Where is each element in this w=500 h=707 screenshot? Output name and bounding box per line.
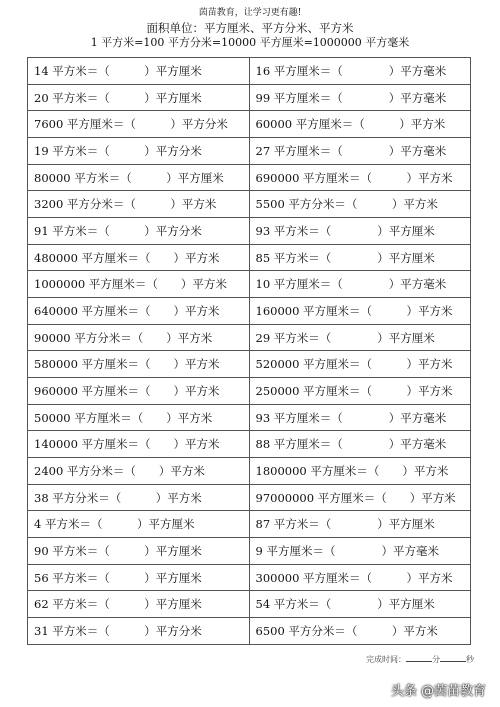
- exercise-left: 3200 平方分米＝（ ）平方米: [28, 191, 250, 218]
- exercise-left: 2400 平方分米＝（ ）平方米: [28, 458, 250, 485]
- exercise-row: [28, 164, 471, 191]
- exercise-right: 85 平方米＝（ ）平方厘米: [249, 244, 471, 271]
- exercise-left: 960000 平方厘米＝（ ）平方米: [28, 378, 250, 405]
- exercise-row: [28, 218, 471, 245]
- exercise-left: 580000 平方厘米＝（ ）平方米: [28, 351, 250, 378]
- exercise-row: [28, 458, 471, 485]
- exercise-right: 520000 平方厘米＝（ ）平方米: [249, 351, 471, 378]
- exercise-right: 1800000 平方厘米＝（ ）平方米: [249, 458, 471, 485]
- exercise-left: 50000 平方厘米＝（ ）平方米: [28, 404, 250, 431]
- exercise-row: [28, 111, 471, 138]
- exercise-right: 99 平方厘米＝（ ）平方毫米: [249, 84, 471, 111]
- completion-time: [366, 653, 474, 665]
- exercise-left: 140000 平方厘米＝（ ）平方米: [28, 431, 250, 458]
- exercise-left: 90 平方米＝（ ）平方厘米: [28, 538, 250, 565]
- exercise-left: 31 平方米＝（ ）平方分米: [28, 618, 250, 645]
- exercise-right: 250000 平方厘米＝（ ）平方米: [249, 378, 471, 405]
- exercise-right: 93 平方厘米＝（ ）平方毫米: [249, 404, 471, 431]
- exercise-left: 7600 平方厘米＝（ ）平方分米: [28, 111, 250, 138]
- minutes-blank: [406, 653, 432, 662]
- exercise-left: 91 平方米＝（ ）平方分米: [28, 218, 250, 245]
- exercise-right: 29 平方米＝（ ）平方厘米: [249, 324, 471, 351]
- exercise-row: [28, 404, 471, 431]
- exercise-row: [28, 324, 471, 351]
- exercise-right: 6500 平方分米＝（ ）平方米: [249, 618, 471, 645]
- exercise-left: 56 平方米＝（ ）平方厘米: [28, 564, 250, 591]
- exercise-row: [28, 271, 471, 298]
- exercise-right: 300000 平方厘米＝（ ）平方米: [249, 564, 471, 591]
- seconds-unit: 秒: [466, 655, 474, 664]
- exercise-left: 14 平方米＝（ ）平方厘米: [28, 58, 250, 85]
- exercise-right: 160000 平方厘米＝（ ）平方米: [249, 298, 471, 325]
- exercise-left: 20 平方米＝（ ）平方厘米: [28, 84, 250, 111]
- exercise-right: 60000 平方厘米＝（ ）平方米: [249, 111, 471, 138]
- exercise-right: 88 平方厘米＝（ ）平方毫米: [249, 431, 471, 458]
- exercise-table: [27, 57, 471, 645]
- exercise-right: 9 平方厘米＝（ ）平方毫米: [249, 538, 471, 565]
- exercise-left: 1000000 平方厘米＝（ ）平方米: [28, 271, 250, 298]
- exercise-row: [28, 591, 471, 618]
- exercise-row: [28, 484, 471, 511]
- exercise-left: 80000 平方米＝（ ）平方厘米: [28, 164, 250, 191]
- brand-slogan: 茵苗教育，让学习更有趣!: [198, 8, 302, 18]
- exercise-row: [28, 511, 471, 538]
- exercise-right: 27 平方厘米＝（ ）平方毫米: [249, 138, 471, 165]
- exercise-left: 90000 平方分米＝（ ）平方米: [28, 324, 250, 351]
- exercise-row: [28, 378, 471, 405]
- minutes-unit: 分: [432, 655, 440, 664]
- exercise-left: 4 平方米＝（ ）平方厘米: [28, 511, 250, 538]
- exercise-left: 480000 平方厘米＝（ ）平方米: [28, 244, 250, 271]
- exercise-left: 19 平方米＝（ ）平方分米: [28, 138, 250, 165]
- worksheet-title: 面积单位：平方厘米、平方分米、平方米: [146, 21, 354, 35]
- exercise-row: [28, 431, 471, 458]
- exercise-left: 62 平方米＝（ ）平方厘米: [28, 591, 250, 618]
- completion-time-label: 完成时间：: [366, 655, 406, 664]
- exercise-row: [28, 618, 471, 645]
- conversion-formula: 1 平方米=100 平方分米=10000 平方厘米=1000000 平方毫米: [90, 36, 410, 49]
- exercise-row: [28, 298, 471, 325]
- exercise-right: 10 平方厘米＝（ ）平方毫米: [249, 271, 471, 298]
- worksheet-header: [0, 0, 500, 50]
- exercise-right: 93 平方米＝（ ）平方厘米: [249, 218, 471, 245]
- exercise-row: [28, 138, 471, 165]
- exercise-row: [28, 191, 471, 218]
- seconds-blank: [440, 653, 466, 662]
- exercise-right: 5500 平方分米＝（ ）平方米: [249, 191, 471, 218]
- exercise-row: [28, 58, 471, 85]
- exercise-row: [28, 351, 471, 378]
- exercise-row: [28, 244, 471, 271]
- exercise-right: 97000000 平方厘米＝（ ）平方米: [249, 484, 471, 511]
- exercise-right: 54 平方米＝（ ）平方厘米: [249, 591, 471, 618]
- exercise-right: 87 平方米＝（ ）平方厘米: [249, 511, 471, 538]
- watermark: 头条 @茵苗教育: [390, 684, 486, 699]
- exercise-row: [28, 84, 471, 111]
- exercise-left: 640000 平方厘米＝（ ）平方米: [28, 298, 250, 325]
- exercise-row: [28, 564, 471, 591]
- exercise-row: [28, 538, 471, 565]
- exercise-right: 16 平方厘米＝（ ）平方毫米: [249, 58, 471, 85]
- exercise-left: 38 平方分米＝（ ）平方米: [28, 484, 250, 511]
- exercise-right: 690000 平方厘米＝（ ）平方米: [249, 164, 471, 191]
